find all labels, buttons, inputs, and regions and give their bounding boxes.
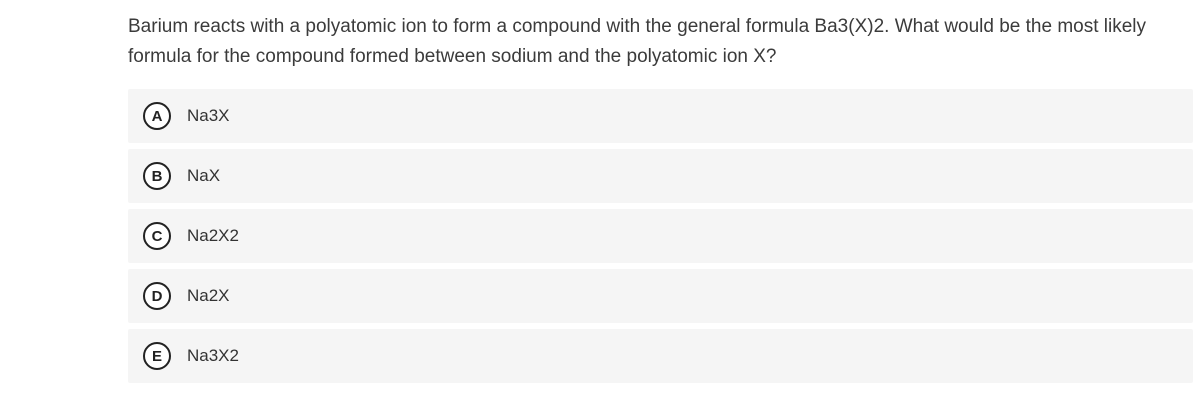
answer-option-e[interactable] <box>128 329 1193 383</box>
option-text: Na3X2 <box>187 346 239 365</box>
option-letter-badge: B <box>143 162 171 190</box>
answer-option-d[interactable] <box>128 269 1193 323</box>
option-text: NaX <box>187 166 221 185</box>
option-text: Na3X <box>187 106 230 125</box>
option-letter-badge: E <box>143 342 171 370</box>
answer-option-c[interactable] <box>128 209 1193 263</box>
question-text: Barium reacts with a polyatomic ion to form a compound with the general formula Ba3(X)2. What would be the most likely formula for the compound formed between sodium and the polyatomic ion X? <box>128 16 1147 67</box>
option-text: Na2X <box>187 286 230 305</box>
answer-option-a[interactable] <box>128 89 1193 143</box>
option-letter-badge: C <box>143 222 171 250</box>
option-letter-badge: D <box>143 282 171 310</box>
answer-option-b[interactable] <box>128 149 1193 203</box>
option-text: Na2X2 <box>187 226 239 245</box>
option-letter-badge: A <box>143 102 171 130</box>
answer-options <box>128 89 1193 389</box>
